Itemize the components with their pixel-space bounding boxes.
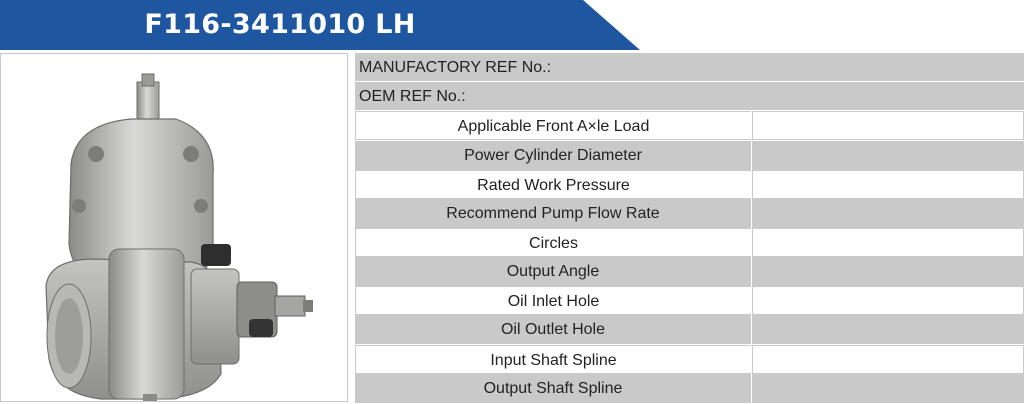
manufactory-ref-row [355,53,1024,82]
spec-label: Input Shaft Spline [355,345,751,374]
spec-value [752,199,1024,228]
spec-row-circles [355,228,1024,257]
spec-row-rated-work-pressure [355,170,1024,199]
spec-row-oil-inlet-hole [355,286,1024,315]
spec-label: Output Angle [355,257,751,286]
spec-row-pump-flow-rate [355,199,1024,228]
spec-label: Circles [355,228,751,257]
oem-ref-row [355,82,1024,111]
spec-label: Power Cylinder Diameter [355,141,751,170]
spec-row-output-shaft-spline [355,374,1024,403]
spec-table [355,53,1024,404]
spec-value [752,228,1024,257]
spec-value [752,345,1024,374]
spec-label: Rated Work Pressure [355,170,751,199]
spec-row-oil-outlet-hole [355,315,1024,344]
spec-label: Oil Inlet Hole [355,286,751,315]
spec-value [752,374,1024,403]
page-title: F116-3411010 LH [144,9,416,40]
spec-label: Oil Outlet Hole [355,315,751,344]
manufactory-ref-label: MANUFACTORY REF No.: [359,59,552,76]
spec-label: Applicable Front A×le Load [355,111,751,140]
spec-row-front-axle-load [355,111,1024,140]
spec-label: Output Shaft Spline [355,374,751,403]
oem-ref-label: OEM REF No.: [359,88,466,105]
header-banner [0,0,1024,52]
spec-row-power-cylinder-diameter [355,141,1024,170]
product-image [0,53,348,402]
spec-row-output-angle [355,257,1024,286]
spec-label: Recommend Pump Flow Rate [355,199,751,228]
spec-row-input-shaft-spline [355,345,1024,374]
spec-value [752,111,1024,140]
spec-value [752,257,1024,286]
spec-value [752,141,1024,170]
spec-value [752,286,1024,315]
spec-value [752,170,1024,199]
steering-gear-illustration [1,54,347,401]
spec-value [752,315,1024,344]
